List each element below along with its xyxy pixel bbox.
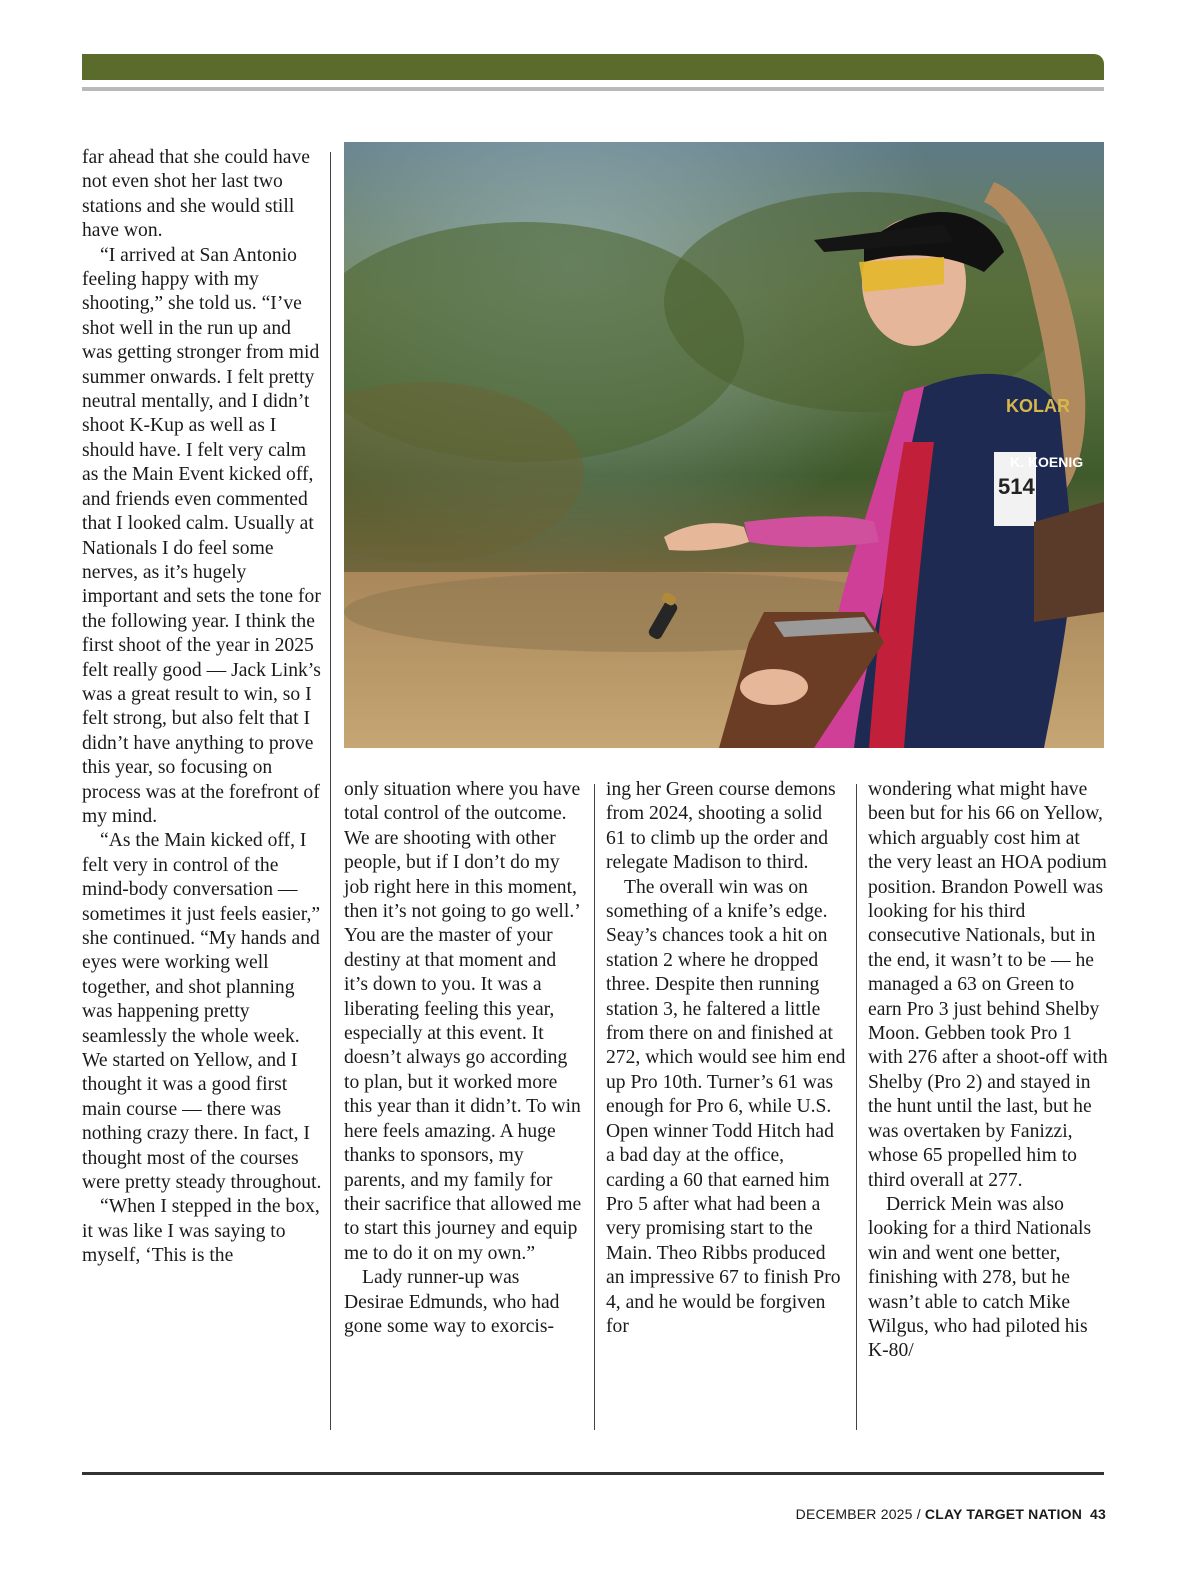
bib-number: 514 [998, 474, 1035, 499]
article-column-2 [344, 778, 584, 1339]
page-number: 43 [1090, 1506, 1106, 1522]
article-column-4 [868, 778, 1108, 1364]
article-column-3 [606, 778, 846, 1339]
header-rule [82, 87, 1104, 91]
header-bar [82, 54, 1104, 80]
paragraph: far ahead that she could have not even shot her last two stations and she would still have won. [82, 147, 310, 242]
column-divider [594, 784, 595, 1430]
column-divider [856, 784, 857, 1430]
issue-date: DECEMBER 2025 / [795, 1506, 925, 1522]
paragraph: ing her Green course demons from 2024, shooting a solid 61 to climb up the order and relegate Madison to third. [606, 779, 836, 874]
paragraph: only situation where you have total control of the outcome. We are shooting with other people, but if I don’t do my job right here in this moment, then it’s not going to go well.’ You are the master of your destiny at that moment and it’s down to you. It was a liberating feeling this year, especially at this event. It doesn’t always go according to plan, but it worked more this year than it didn’t. To win here feels amazing. A huge thanks to sponsors, my parents, and my family for their sacrifice that allowed me to start this journey and equip me to do it on my own.” [344, 779, 582, 1264]
paragraph: wondering what might have been but for his 66 on Yellow, which arguably cost him at the very least an HOA podium position. Brandon Powell was looking for his third consecutive Nationals, but in the end, it wasn’t to be — he managed a 63 on Green to earn Pro 3 just behind Shelby Moon. Gebben took Pro 1 with 276 after a shoot-off with Shelby (Pro 2) and stayed in the hunt until the last, but he was overtaken by Fanizzi, whose 65 propelled him to third overall at 277. [868, 779, 1108, 1191]
article-column-1 [82, 146, 322, 1269]
paragraph: “I arrived at San Antonio feeling happy with my shooting,” she told us. “I’ve shot well in the run up and was getting stronger from mid summer onwards. I felt pretty neutral mentally, and I didn’t shoot K-Kup as well as I should have. I felt very calm as the Main Event kicked off, and friends even commented that I looked calm. Usually at Nationals I do feel some nerves, as it’s hugely important and sets the tone for the following year. I think the first shoot of the year in 2025 felt really good — Jack Link’s was a great result to win, so I felt strong, but also felt that I didn’t have anything to prove this year, so focusing on process was at the forefront of my mind. [82, 244, 321, 827]
magazine-name: CLAY TARGET NATION [924, 1506, 1083, 1522]
paragraph: Lady runner-up was Desirae Edmunds, who had gone some way to exorcis- [344, 1267, 560, 1337]
paragraph: Derrick Mein was also looking for a third Nationals win and went one better, finishing with 278, but he wasn’t able to catch Mike Wilgus, who had piloted his K-80/ [868, 1193, 1092, 1362]
footer-rule [82, 1472, 1104, 1475]
paragraph: “As the Main kicked off, I felt very in control of the mind-body conversation — sometimes it just feels easier,” she continued. “My hands and eyes were working well together, and shot planning was happening pretty seamlessly the whole week. We started on Yellow, and I thought it was a good first main course — there was nothing crazy there. In fact, I thought most of the courses were pretty steady throughout. [82, 830, 322, 1194]
shooter-photo [344, 142, 1104, 748]
vest-brand: KOLAR [1006, 396, 1070, 416]
vest-name: K. KOENIG [1010, 454, 1084, 470]
paragraph: The overall win was on something of a knife’s edge. Seay’s chances took a hit on station 2 where he dropped three. Despite then running station 3, he faltered a little from there on and finished at 272, which would see him end up Pro 10th. Turner’s 61 was enough for Pro 6, while U.S. Open winner Todd Hitch had a bad day at the office, carding a 60 that earned him Pro 5 after what had been a very promising start to the Main. Theo Ribbs produced an impressive 67 to finish Pro 4, and he would be forgiven for [606, 876, 846, 1337]
column-divider [330, 152, 331, 1430]
paragraph: “When I stepped in the box, it was like I was saying to myself, ‘This is the [82, 1196, 320, 1267]
page-footer [796, 1506, 1106, 1522]
